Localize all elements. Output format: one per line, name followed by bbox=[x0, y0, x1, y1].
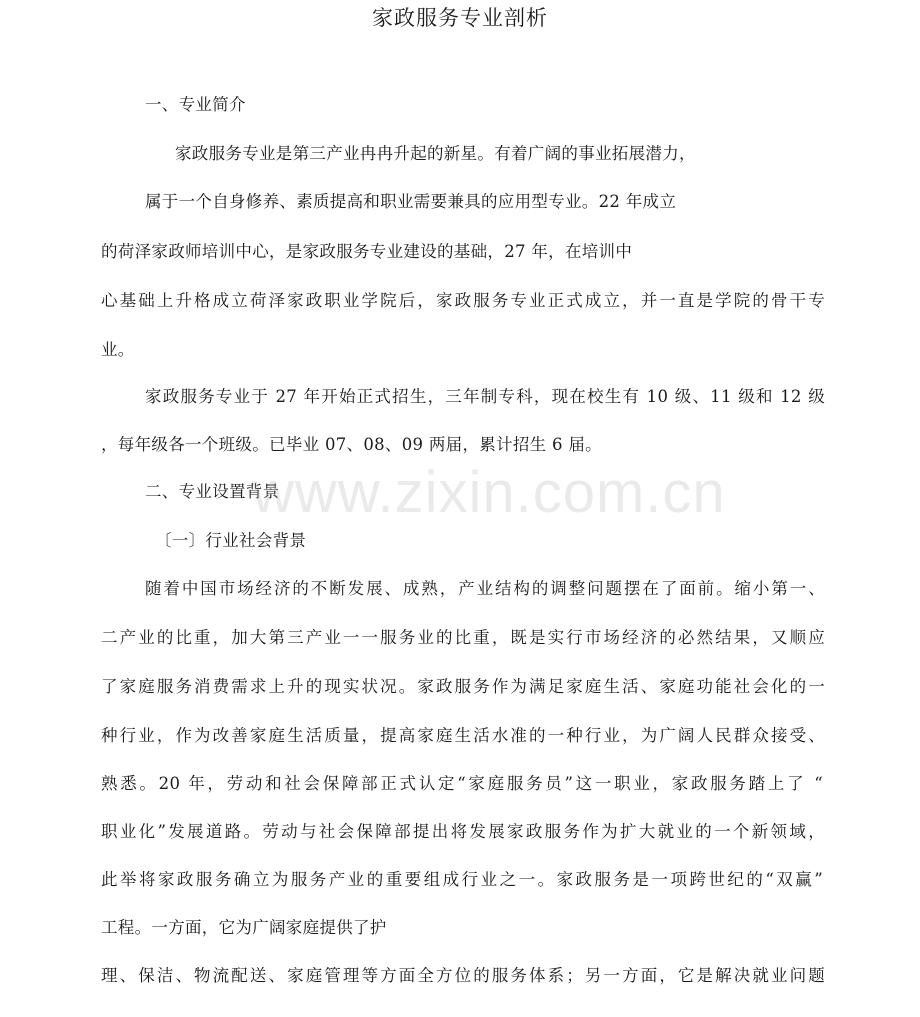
section-heading-background: 二、专业设置背景 bbox=[145, 482, 280, 501]
paragraph-line: 工程。一方面，它为广阔家庭提供了护 bbox=[101, 918, 387, 937]
paragraph-line: 心基础上升格成立荷泽家政职业学院后，家政服务专业正式成立，并一直是学院的骨干专 bbox=[101, 291, 825, 310]
paragraph-line: 此举将家政服务确立为服务产业的重要组成行业之一。家政服务是一项跨世纪的“双赢” bbox=[101, 870, 823, 889]
paragraph-line: 熟悉。20 年，劳动和社会保障部正式认定“家庭服务员”这一职业，家政服务踏上了 “ bbox=[101, 774, 823, 793]
paragraph-line: 的荷泽家政师培训中心，是家政服务专业建设的基础，27 年，在培训中 bbox=[101, 242, 633, 261]
subsection-heading: 〔一〕行业社会背景 bbox=[155, 531, 307, 550]
paragraph-line: 随着中国市场经济的不断发展、成熟，产业结构的调整问题摆在了面前。缩小第一、 bbox=[145, 579, 825, 598]
paragraph-line: 家政服务专业是第三产业冉冉升起的新星。有着广阔的事业拓展潜力， bbox=[175, 144, 696, 163]
watermark: www.zixin.com.cn bbox=[252, 460, 726, 525]
section-heading-intro: 一、专业简介 bbox=[145, 95, 246, 114]
document-title: 家政服务专业剖析 bbox=[372, 6, 548, 30]
paragraph-line: 属于一个自身修养、素质提高和职业需要兼具的应用型专业。22 年成立 bbox=[145, 192, 677, 211]
paragraph-line: 理、保洁、物流配送、家庭管理等方面全方位的服务体系；另一方面，它是解决就业问题 bbox=[101, 966, 825, 985]
paragraph-line: ，每年级各一个班级。已毕业 07、08、09 两届，累计招生 6 届。 bbox=[101, 435, 602, 454]
paragraph-line: 二产业的比重，加大第三产业一一服务业的比重，既是实行市场经济的必然结果，又顺应 bbox=[101, 628, 825, 647]
paragraph-line: 家政服务专业于 27 年开始正式招生，三年制专科，现在校生有 10 级、11 级和 12 级 bbox=[145, 387, 825, 406]
paragraph-line: 了家庭服务消费需求上升的现实状况。家政服务作为满足家庭生活、家庭功能社会化的一 bbox=[101, 677, 825, 696]
paragraph-line: 职业化”发展道路。劳动与社会保障部提出将发展家政服务作为扩大就业的一个新领域， bbox=[101, 822, 825, 841]
paragraph-line: 业。 bbox=[101, 340, 135, 359]
paragraph-line: 种行业，作为改善家庭生活质量，提高家庭生活水准的一种行业，为广阔人民群众接受、 bbox=[101, 726, 825, 745]
